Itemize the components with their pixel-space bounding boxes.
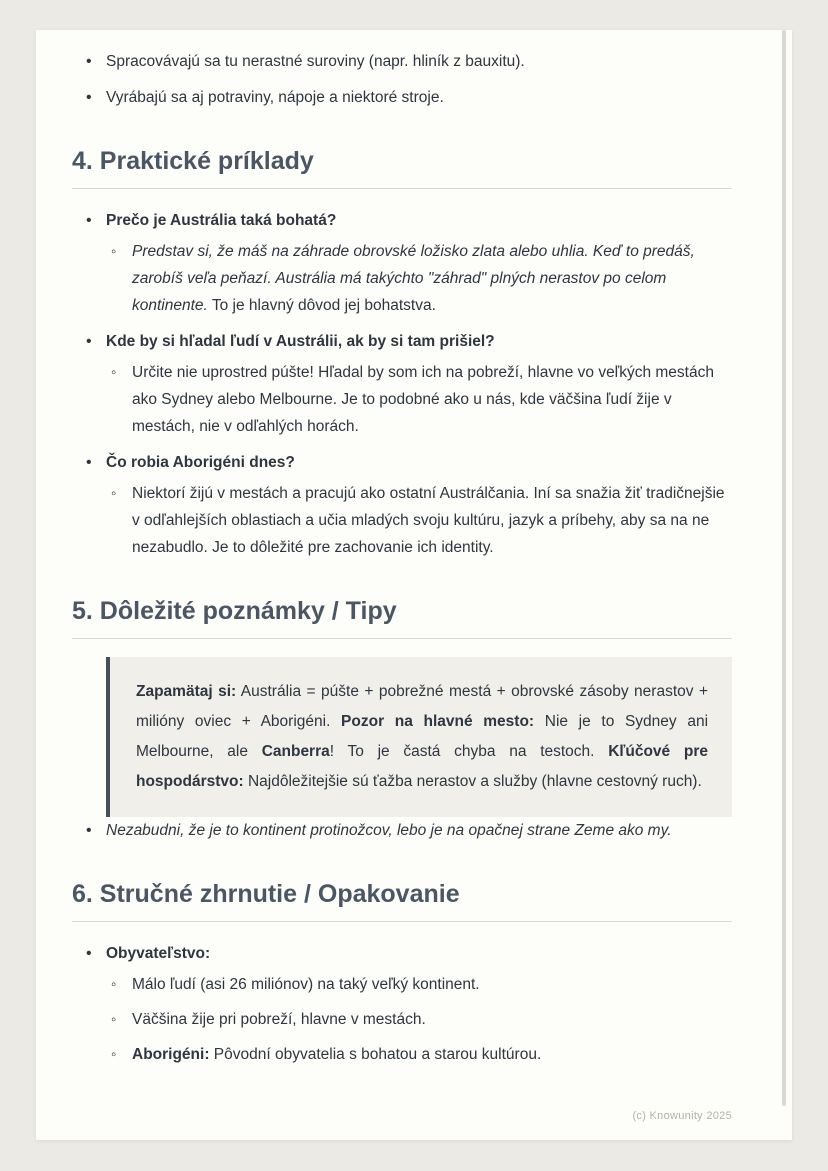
question-text: Prečo je Austrália taká bohatá?	[106, 212, 337, 229]
answer-list	[106, 238, 732, 319]
list-item	[72, 940, 732, 1068]
callout-text-3: ! To je častá chyba na testoch.	[329, 743, 609, 760]
section-heading: 6. Stručné zhrnutie / Opakovanie	[72, 878, 732, 922]
after-callout-list	[72, 817, 732, 844]
summary-point-text: Pôvodní obyvatelia s bohatou a starou kultúrou.	[209, 1046, 542, 1063]
list-item	[106, 480, 732, 561]
callout-text-4: Najdôležitejšie sú ťažba nerastov a služby (hlavne cestovný ruch).	[243, 773, 702, 790]
list-item	[106, 1006, 732, 1033]
answer-list	[106, 359, 732, 440]
examples-list	[72, 207, 732, 561]
answer-plain: To je hlavný dôvod jej bohatstva.	[207, 297, 436, 314]
answer-italic: Predstav si, že máš na záhrade obrovské ložisko zlata alebo uhlia. Keď to predáš, zarobíš veľa peňazí. Austrália má takýchto "záhrad" plných nerastov po celom kontinente.	[132, 243, 695, 314]
list-item	[106, 238, 732, 319]
section-heading: 5. Dôležité poznámky / Tipy	[72, 595, 732, 639]
callout-capital-name: Canberra	[261, 743, 330, 760]
section-6	[72, 878, 732, 922]
list-item	[72, 48, 732, 75]
bullet-text: Spracovávajú sa tu nerastné suroviny (napr. hliník z bauxitu).	[106, 53, 525, 70]
copyright-footer: (c) Knowunity 2025	[632, 1110, 732, 1122]
list-item	[106, 359, 732, 440]
answer-plain: Niektorí žijú v mestách a pracujú ako ostatní Austrálčania. Iní sa snažia žiť tradičnejšie v odľahlejších oblastiach a učia mladých svoju kultúru, jazyk a príbehy, aby sa na ne nezabudlo. Je to dôležité pre zachovanie ich identity.	[132, 485, 725, 556]
summary-points	[106, 971, 732, 1068]
bullet-text: Vyrábajú sa aj potraviny, nápoje a niektoré stroje.	[106, 89, 444, 106]
summary-point-text: Málo ľudí (asi 26 miliónov) na taký veľký kontinent.	[132, 976, 480, 993]
section-heading: 4. Praktické príklady	[72, 145, 732, 189]
scrollbar[interactable]	[782, 30, 786, 1106]
list-item	[72, 84, 732, 111]
summary-point-label: Aborigéni:	[132, 1046, 210, 1063]
list-item	[72, 207, 732, 319]
summary-label: Obyvateľstvo:	[106, 945, 211, 962]
summary-list	[72, 940, 732, 1068]
document-content	[36, 30, 792, 1140]
callout-label-capital: Pozor na hlavné mesto:	[341, 713, 535, 730]
list-item	[106, 1041, 732, 1068]
section-4	[72, 145, 732, 189]
bullet-text: Nezabudni, že je to kontinent protinožcov, lebo je na opačnej strane Zeme ako my.	[106, 822, 672, 839]
list-item	[72, 328, 732, 440]
question-text: Kde by si hľadal ľudí v Austrálii, ak by si tam prišiel?	[106, 333, 495, 350]
summary-point-text: Väčšina žije pri pobreží, hlavne v mestách.	[132, 1011, 426, 1028]
answer-plain: Určite nie uprostred púšte! Hľadal by som ich na pobreží, hlavne vo veľkých mestách ako Sydney alebo Melbourne. Je to podobné ako u nás, kde väčšina ľudí žije v mestách, nie v odľahlých horách.	[132, 364, 714, 435]
document-page	[36, 30, 792, 1140]
intro-bullet-list	[72, 48, 732, 111]
callout-label-remember: Zapamätaj si:	[136, 683, 237, 700]
list-item	[72, 449, 732, 561]
list-item	[72, 817, 732, 844]
callout-label-economy: Kľúčové pre hospodárstvo:	[136, 743, 709, 790]
callout-text-1: Austrália = púšte + pobrežné mestá + obrovské zásoby nerastov + milióny oviec + Aborigéni.	[136, 683, 708, 730]
important-callout	[106, 657, 732, 817]
callout-text-2: Nie je to Sydney ani Melbourne, ale	[136, 713, 709, 760]
answer-list	[106, 480, 732, 561]
list-item	[106, 971, 732, 998]
question-text: Čo robia Aborigéni dnes?	[106, 454, 295, 471]
section-5	[72, 595, 732, 639]
